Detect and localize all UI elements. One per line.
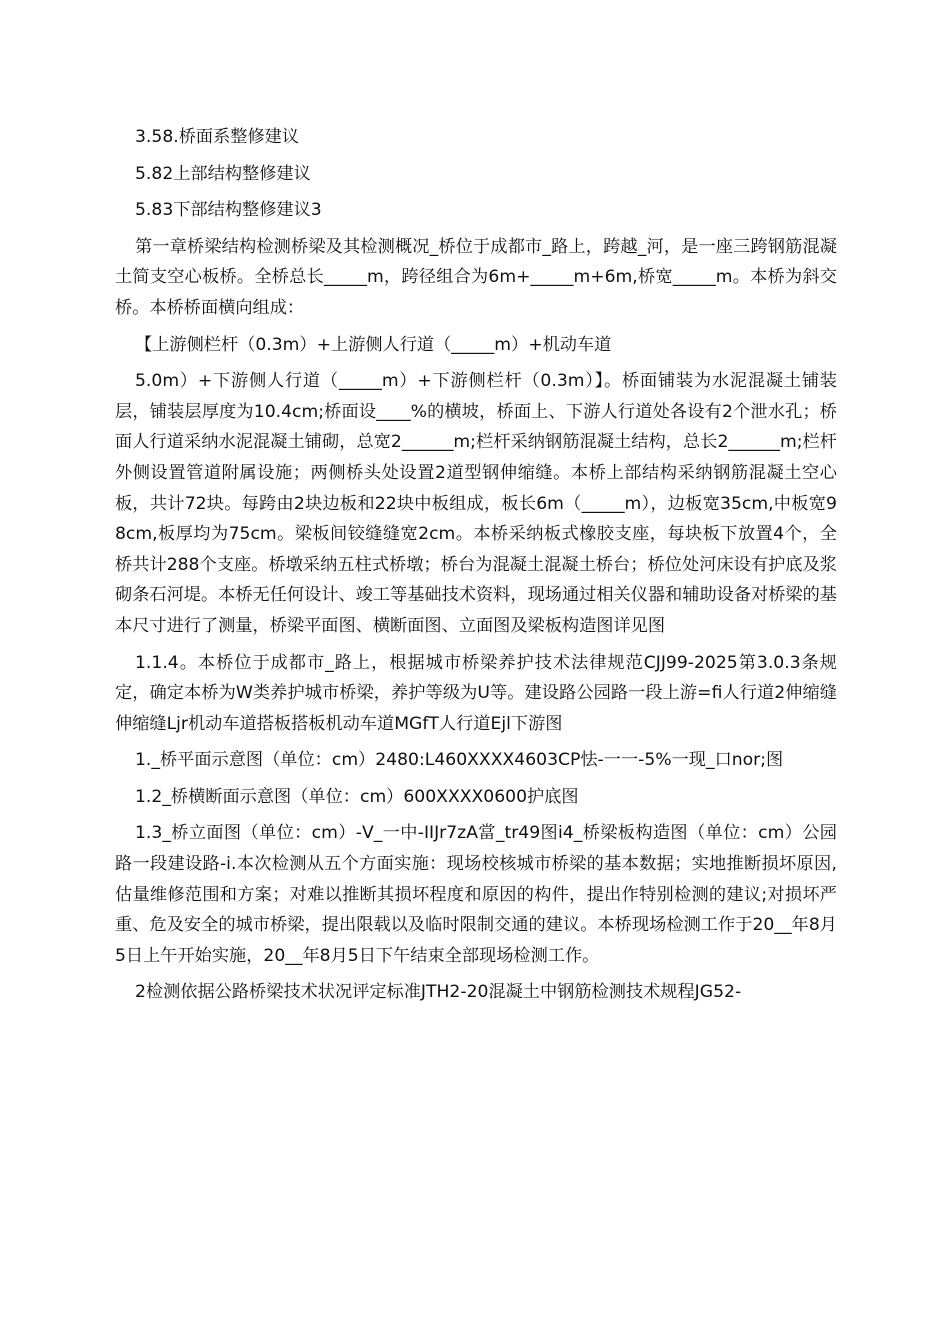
paragraph-chapter-one-overview: 第一章桥梁结构检测桥梁及其检测概况_桥位于成都市_路上，跨越_河，是一座三跨钢筋混凝土简支空心板桥。全桥总长_____m，跨径组合为6m+_____m+6m,桥宽_____m。本桥为斜交桥。本桥桥面横向组成： [115,236,837,318]
paragraph-deck-composition: 【上游侧栏杆（0.3m）+上游侧人行道（_____m）+机动车道 [135,334,612,355]
paragraph-cross-section-figure: 1.2_桥横断面示意图（单位：cm）600XXXX0600护底图 [135,786,579,807]
toc-entry-superstructure[interactable]: 5.82上部结构整修建议 [135,163,311,184]
paragraph-inspection-basis: 2检测依据公路桥梁技术状况评定标准JTH2-20混凝土中钢筋检测技术规程JG52- [135,982,742,1003]
toc-entry-bridge-deck[interactable]: 3.58.桥面系整修建议 [135,127,300,147]
paragraph-plan-figure: 1._桥平面示意图（单位：cm）2480:L460XXXX4603CP怯-一一-5%一现_口nor;图 [135,750,784,771]
document-body [115,122,837,1008]
paragraph-deck-structure-details: 5.0m）+下游侧人行道（_____m）+下游侧栏杆（0.3m）】。桥面铺装为水泥混凝土铺装层，铺装层厚度为10.4cm;桥面设____%的横坡，桥面上、下游人行道处各设有2个泄水孔；桥面人行道采纳水泥混凝土铺砌，总宽2______m;栏杆采纳钢筋混凝土结构，总长2______m;栏杆外侧设置管道附属设施；两侧桥头处设置2道型钢伸缩缝。本桥上部结构采纳钢筋混凝土空心板，共计72块。每跨由2块边板和22块中板组成，板长6m（_____m），边板宽35cm,中板宽98cm,板厚均为75cm。梁板间铰缝缝宽2cm。本桥采纳板式橡胶支座，每块板下放置4个，全桥共计288个支座。桥墩采纳五柱式桥墩；桥台为混凝土混凝土桥台；桥位处河床设有护底及浆砌条石河堤。本桥无任何设计、竣工等基础技术资料，现场通过相关仪器和辅助设备对桥梁的基本尺寸进行了测量，桥梁平面图、横断面图、立面图及梁板构造图详见图 [115,371,837,636]
paragraph-maintenance-classification: 1.1.4。本桥位于成都市_路上，根据城市桥梁养护技术法律规范CJJ99-2025第3.0.3条规定，确定本桥为W类养护城市桥梁，养护等级为U等。建设路公园路一段上游=fi人行道2伸缩缝伸缩缝Ljr机动车道搭板搭板机动车道MGfT人行道Ejl下游图 [115,652,837,734]
toc-entry-substructure[interactable]: 5.83下部结构整修建议3 [135,200,322,221]
paragraph-elevation-and-inspection: 1.3_桥立面图（单位：cm）-V_一中-IIJr7zA當_tr49图i4_桥梁板构造图（单位：cm）公园路一段建设路-i.本次检测从五个方面实施：现场校核城市桥梁的基本数据；实地推断损坏原因,估量维修范围和方案；对难以推断其损坏程度和原因的构件，提出作特别检测的建议;对损坏严重、危及安全的城市桥梁，提出限载以及临时限制交通的建议。本桥现场检测工作于20__年8月5日上午开始实施，20__年8月5日下午结束全部现场检测工作。 [115,823,837,966]
